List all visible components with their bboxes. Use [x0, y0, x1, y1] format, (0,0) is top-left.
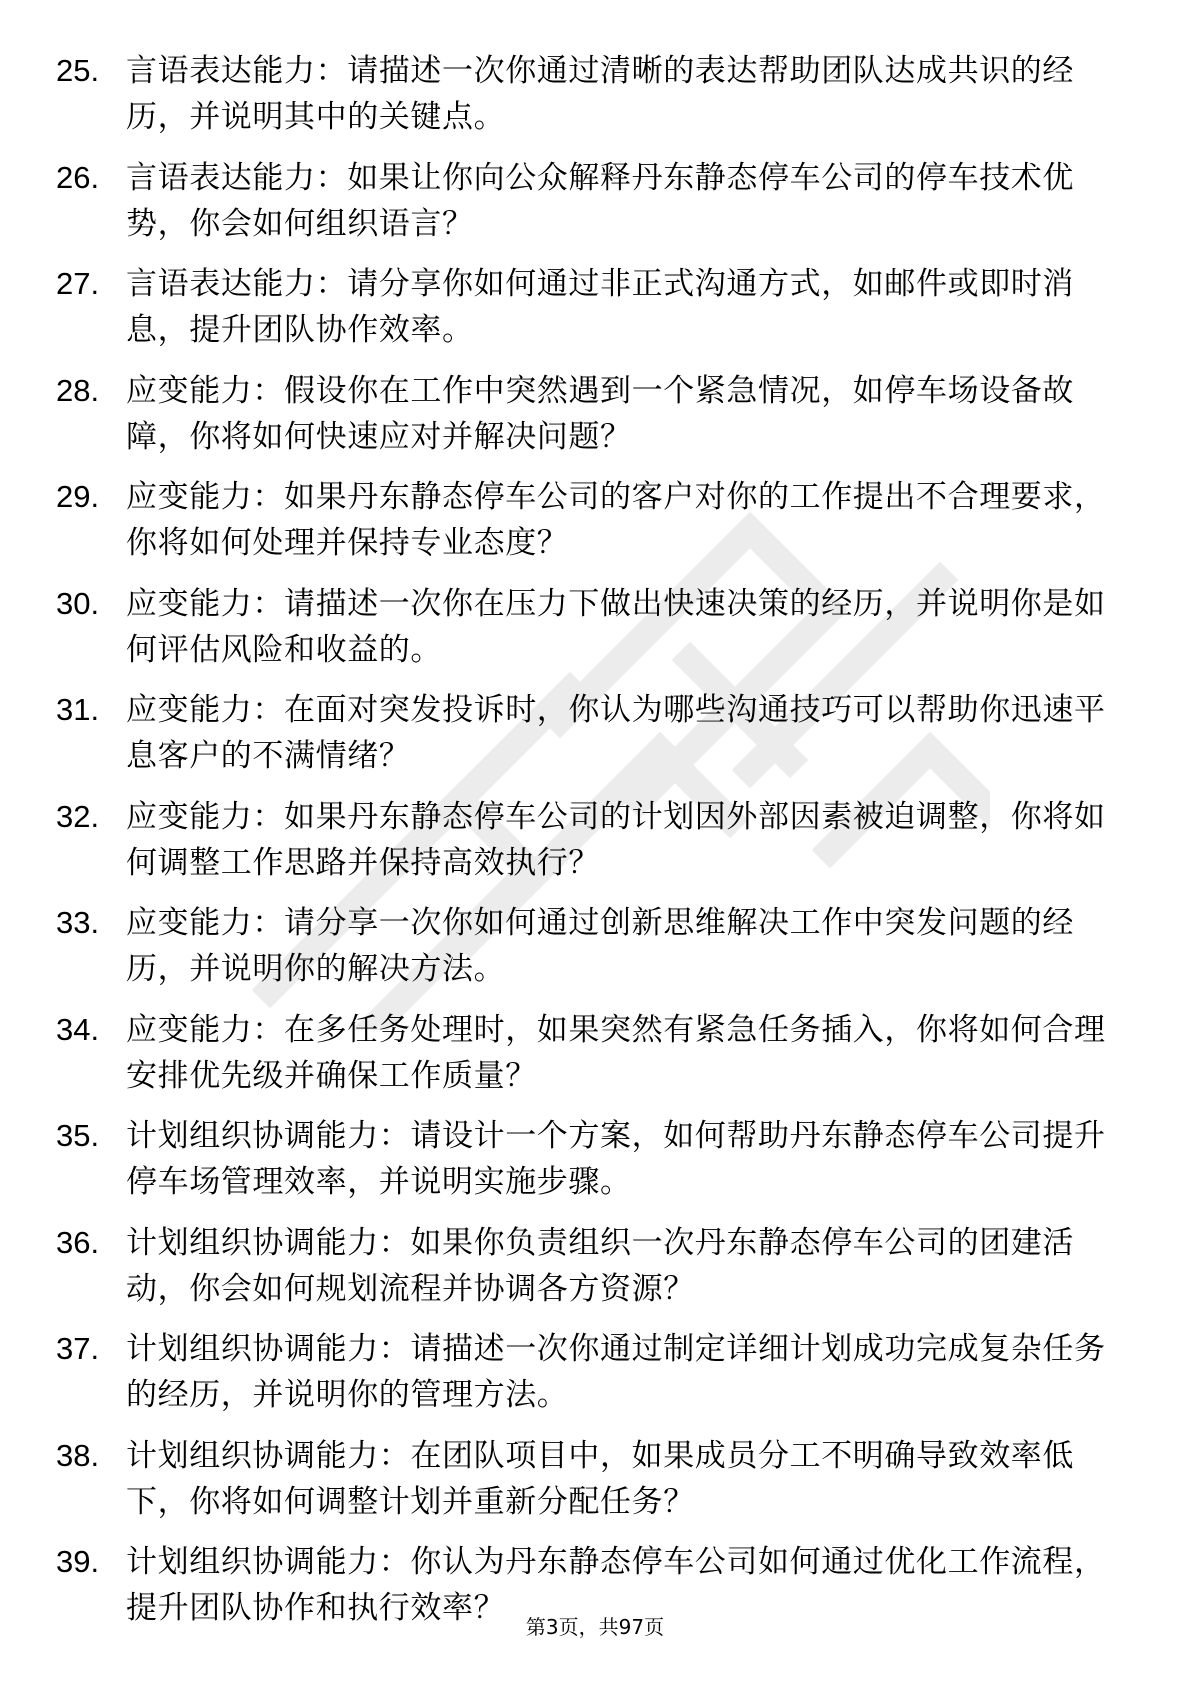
question-list [56, 48, 1126, 1646]
question-text: 言语表达能力：请分享你如何通过非正式沟通方式，如邮件或即时消息，提升团队协作效率。 [126, 266, 1074, 348]
question-number: 25. [56, 53, 100, 88]
question-item [56, 794, 1126, 886]
question-text: 计划组织协调能力：请设计一个方案，如何帮助丹东静态停车公司提升停车场管理效率，并说明实施步骤。 [126, 1118, 1106, 1200]
question-item [56, 368, 1126, 460]
question-number: 33. [56, 905, 100, 940]
question-text: 应变能力：如果丹东静态停车公司的计划因外部因素被迫调整，你将如何调整工作思路并保持高效执行？ [126, 798, 1106, 881]
question-number: 28. [56, 372, 100, 408]
question-number: 39. [56, 1544, 100, 1579]
question-text: 应变能力：假设你在工作中突然遇到一个紧急情况，如停车场设备故障，你将如何快速应对并解决问题？ [126, 372, 1074, 455]
question-number: 31. [56, 692, 100, 727]
question-item [56, 687, 1126, 779]
question-text: 应变能力：请分享一次你如何通过创新思维解决工作中突发问题的经历，并说明你的解决方法。 [126, 905, 1074, 987]
question-text: 应变能力：如果丹东静态停车公司的客户对你的工作提出不合理要求，你将如何处理并保持专业态度？ [126, 479, 1106, 561]
question-text: 计划组织协调能力：你认为丹东静态停车公司如何通过优化工作流程，提升团队协作和执行效率？ [126, 1544, 1106, 1626]
question-text: 言语表达能力：请描述一次你通过清晰的表达帮助团队达成共识的经历，并说明其中的关键点。 [126, 53, 1074, 135]
question-item [56, 261, 1126, 353]
question-text: 应变能力：请描述一次你在压力下做出快速决策的经历，并说明你是如何评估风险和收益的。 [126, 585, 1106, 668]
question-text: 计划组织协调能力：如果你负责组织一次丹东静态停车公司的团建活动，你会如何规划流程并协调各方资源？ [126, 1224, 1074, 1307]
question-item [56, 900, 1126, 992]
question-item [56, 581, 1126, 673]
question-item [56, 1113, 1126, 1205]
question-item [56, 1433, 1126, 1525]
question-number: 34. [56, 1011, 100, 1047]
question-text: 计划组织协调能力：在团队项目中，如果成员分工不明确导致效率低下，你将如何调整计划并重新分配任务？ [126, 1437, 1074, 1520]
question-text: 应变能力：在面对突发投诉时，你认为哪些沟通技巧可以帮助你迅速平息客户的不满情绪？ [126, 692, 1106, 774]
question-item [56, 1326, 1126, 1418]
question-item [56, 1007, 1126, 1099]
question-number: 27. [56, 266, 100, 301]
question-item [56, 155, 1126, 247]
question-number: 29. [56, 479, 100, 514]
question-number: 26. [56, 159, 100, 195]
question-text: 言语表达能力：如果让你向公众解释丹东静态停车公司的停车技术优势，你会如何组织语言？ [126, 159, 1074, 242]
question-number: 32. [56, 798, 100, 834]
question-text: 应变能力：在多任务处理时，如果突然有紧急任务插入，你将如何合理安排优先级并确保工作质量？ [126, 1011, 1106, 1094]
question-text: 计划组织协调能力：请描述一次你通过制定详细计划成功完成复杂任务的经历，并说明你的管理方法。 [126, 1331, 1106, 1413]
question-number: 30. [56, 585, 100, 621]
question-number: 35. [56, 1118, 100, 1153]
question-item [56, 1220, 1126, 1312]
question-number: 36. [56, 1224, 100, 1260]
question-item [56, 474, 1126, 566]
page-footer: 第3页，共97页 [525, 1615, 665, 1639]
question-number: 37. [56, 1331, 100, 1366]
question-number: 38. [56, 1437, 100, 1473]
question-item [56, 48, 1126, 140]
